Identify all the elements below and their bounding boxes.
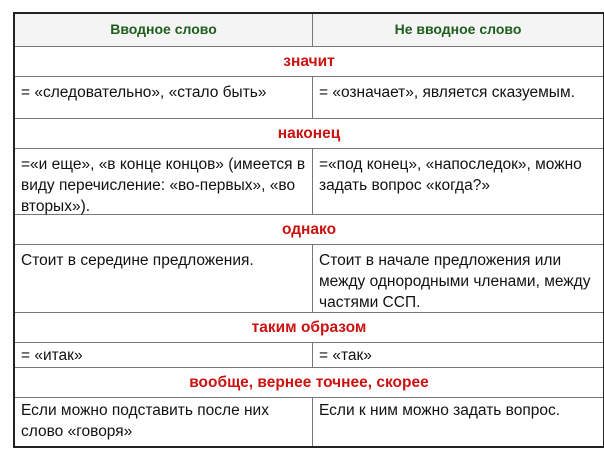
table-row: [15, 397, 603, 446]
comparison-table: [13, 12, 604, 448]
table-row: [15, 244, 603, 312]
cell-introductory: =«и еще», «в конце концов» (имеется в виду перечисление: «во-первых», «во вторых»).: [15, 149, 313, 214]
header-row: [15, 14, 603, 46]
cell-not-introductory: Стоит в начале предложения или между однородными членами, между частями ССП.: [319, 252, 591, 311]
table-row: [15, 148, 603, 214]
section-title-znachit: значит: [283, 53, 335, 70]
cell-introductory: Стоит в середине предложения.: [15, 245, 313, 312]
section-title-row: [15, 367, 603, 397]
cell-not-introductory: = «означает», является сказуемым.: [319, 84, 575, 101]
cell-introductory: = «следовательно», «стало быть»: [15, 77, 313, 118]
section-title-row: [15, 46, 603, 76]
table-row: [15, 342, 603, 367]
cell-introductory: = «итак»: [15, 343, 313, 367]
table-row: [15, 76, 603, 118]
section-title-voobshe: вообще, вернее точнее, скорее: [189, 374, 429, 391]
cell-not-introductory: =«под конец», «напоследок», можно задать вопрос «когда?»: [319, 156, 582, 194]
section-title-takim-obrazom: таким образом: [251, 319, 367, 336]
section-title-odnako: однако: [281, 221, 337, 238]
section-title-row: [15, 312, 603, 342]
section-title-row: [15, 214, 603, 244]
cell-not-introductory: Если к ним можно задать вопрос.: [319, 402, 561, 419]
cell-not-introductory: = «так»: [319, 347, 372, 364]
header-not-introductory: Не вводное слово: [394, 21, 522, 37]
header-introductory: Вводное слово: [15, 14, 313, 46]
cell-introductory: Если можно подставить после них слово «говоря»: [15, 398, 313, 446]
section-title-nakonets: наконец: [277, 125, 341, 142]
section-title-row: [15, 118, 603, 148]
